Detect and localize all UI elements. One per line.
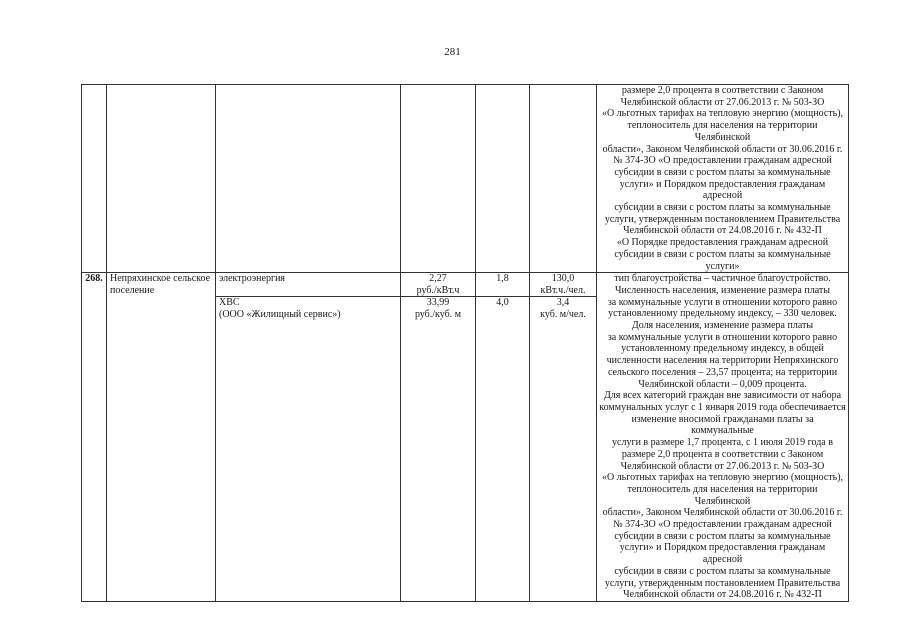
description-cell bbox=[597, 85, 849, 273]
description-line: Для всех категорий граждан вне зависимости от набора bbox=[603, 390, 842, 402]
description-line: изменение вносимой гражданами платы за коммунальные bbox=[631, 413, 814, 437]
description-line: тип благоустройства – частичное благоустройство. bbox=[614, 273, 831, 285]
row-number-cell: 268. bbox=[82, 273, 107, 602]
norm-electricity: 130,0 кВт.ч./чел. bbox=[530, 273, 596, 297]
page-number: 281 bbox=[444, 46, 461, 58]
description-line: Доля населения, изменение размера платы bbox=[631, 320, 814, 332]
description-line: коммунальных услуг с 1 января 2019 года обеспечивается bbox=[599, 401, 846, 413]
norm-cell bbox=[530, 85, 597, 273]
description-line: услуги» и Порядком предоставления гражданам адресной bbox=[619, 178, 826, 202]
description-line: Челябинской области – 0,009 процента. bbox=[638, 378, 807, 390]
tariff-cell bbox=[401, 273, 476, 602]
description-line: Челябинской области от 24.08.2016 г. № 432-П bbox=[623, 225, 822, 237]
settlement-cell bbox=[107, 85, 216, 273]
increase-cold-water: 4,0 bbox=[496, 297, 509, 309]
settlement-cell: Непряхинское сельское поселение bbox=[107, 273, 216, 602]
description-line: № 374-ЗО «О предоставлении гражданам адресной bbox=[613, 155, 832, 167]
description-line: «О льготных тарифах на тепловую энергию (мощность), bbox=[601, 108, 844, 120]
service-electricity: электроэнергия bbox=[216, 273, 400, 297]
description-line: услуги» bbox=[705, 260, 740, 272]
description-line: теплоноситель для населения на территории Челябинской bbox=[627, 483, 818, 507]
table-row-268 bbox=[82, 273, 849, 602]
increase-cell bbox=[476, 273, 530, 602]
description-line: субсидии в связи с ростом платы за коммунальные bbox=[614, 166, 831, 178]
description-line: субсидии в связи с ростом платы за коммунальные bbox=[614, 530, 831, 542]
description-line: области», Законом Челябинской области от 30.06.2016 г. bbox=[602, 143, 843, 155]
description-line: субсидии в связи с ростом платы за коммунальные bbox=[614, 565, 831, 577]
tariff-cell bbox=[401, 85, 476, 273]
description-line: области», Законом Челябинской области от 30.06.2016 г. bbox=[602, 507, 843, 519]
description-line: размере 2,0 процента в соответствии с Законом bbox=[621, 85, 824, 96]
description-line: «О льготных тарифах на тепловую энергию (мощность), bbox=[601, 472, 844, 484]
description-line: установленному предельному индексу, в общей bbox=[621, 343, 824, 355]
description-line: Челябинской области от 27.06.2013 г. № 503-ЗО bbox=[620, 96, 825, 108]
description-line: субсидии в связи с ростом платы за коммунальные bbox=[614, 248, 831, 260]
description-line: услуги» и Порядком предоставления гражданам адресной bbox=[619, 542, 826, 566]
description-text bbox=[597, 273, 848, 601]
tariff-electricity: 2,27 руб./кВт.ч bbox=[401, 273, 475, 297]
description-text bbox=[597, 85, 848, 272]
tariff-table bbox=[81, 84, 849, 602]
norm-cell bbox=[530, 273, 597, 602]
description-line: за коммунальные услуги в отношении которого равно bbox=[607, 331, 838, 343]
description-line: размере 2,0 процента в соответствии с Законом bbox=[621, 448, 824, 460]
tariff-cold-water: 33,99 руб./куб. м bbox=[414, 297, 462, 320]
description-line: установленному предельному индексу, – 330 человек. bbox=[608, 308, 837, 320]
description-line: Численность населения, изменение размера платы bbox=[615, 284, 830, 296]
description-line: услуги в размере 1,7 процента, с 1 июля 2019 года в bbox=[612, 437, 833, 449]
row-number-cell bbox=[82, 85, 107, 273]
table-row-continuation bbox=[82, 85, 849, 273]
description-line: субсидии в связи с ростом платы за коммунальные bbox=[614, 202, 831, 214]
description-line: услуги, утвержденным постановлением Правительства bbox=[604, 213, 841, 225]
service-cold-water: ХВС (ООО «Жилищный сервис») bbox=[219, 297, 341, 320]
increase-cell bbox=[476, 85, 530, 273]
service-cell bbox=[216, 273, 401, 602]
description-line: сельского поселения – 23,57 процента; на территории bbox=[607, 366, 838, 378]
service-cell bbox=[216, 85, 401, 273]
increase-electricity: 1,8 bbox=[476, 273, 529, 297]
description-line: за коммунальные услуги в отношении которого равно bbox=[607, 296, 838, 308]
description-line: численности населения на территории Непряхинского bbox=[606, 355, 839, 367]
description-line: Челябинской области от 27.06.2013 г. № 503-ЗО bbox=[620, 460, 825, 472]
description-line: теплоноситель для населения на территории Челябинской bbox=[627, 120, 818, 143]
description-line: услуги, утвержденным постановлением Правительства bbox=[604, 577, 841, 589]
norm-cold-water: 3,4 куб. м/чел. bbox=[540, 297, 586, 320]
description-line: № 374-ЗО «О предоставлении гражданам адресной bbox=[613, 519, 832, 531]
description-line: «О Порядке предоставления гражданам адресной bbox=[616, 237, 829, 249]
description-line: Челябинской области от 24.08.2016 г. № 432-П bbox=[623, 589, 822, 601]
description-cell bbox=[597, 273, 849, 602]
